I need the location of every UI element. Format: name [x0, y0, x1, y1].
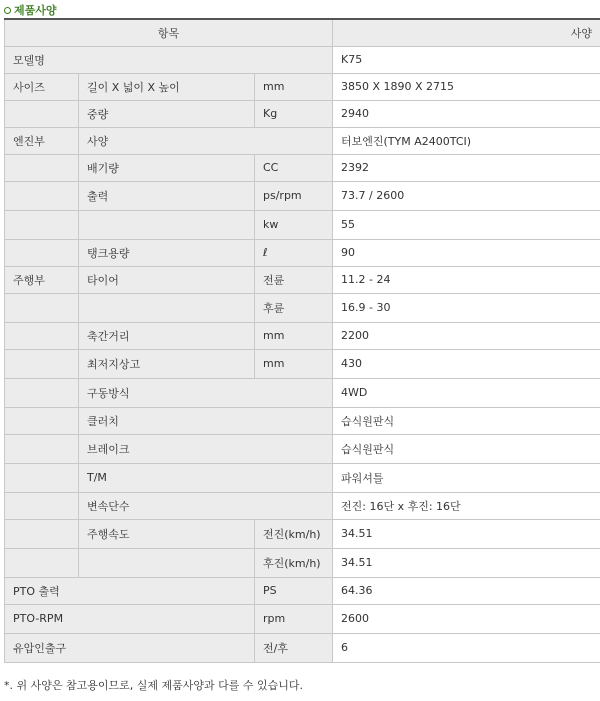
row-value: 34.51 [333, 548, 600, 577]
spec-table [4, 18, 600, 663]
group-label [5, 434, 79, 463]
item-label: T/M [79, 463, 333, 492]
table-row [5, 127, 600, 154]
unit-label: 후진(km/h) [255, 548, 333, 577]
table-row [5, 577, 600, 604]
row-label: 모델명 [5, 46, 333, 73]
row-value: 습식원판식 [333, 407, 600, 434]
group-label: PTO 출력 [5, 577, 255, 604]
group-label [5, 492, 79, 519]
group-label [5, 181, 79, 210]
header-item: 항목 [5, 19, 333, 46]
item-label: 출력 [79, 181, 255, 210]
bullet-icon [4, 7, 11, 14]
row-value: 2200 [333, 322, 600, 349]
item-label: 배기량 [79, 154, 255, 181]
table-row [5, 407, 600, 434]
table-row [5, 492, 600, 519]
group-label [5, 293, 79, 322]
unit-label: 전진(km/h) [255, 519, 333, 548]
item-label: 최저지상고 [79, 349, 255, 378]
row-value: 55 [333, 210, 600, 239]
table-row [5, 548, 600, 577]
group-label: 유압인출구 [5, 633, 255, 662]
group-label: 사이즈 [5, 73, 79, 100]
row-value: 2600 [333, 604, 600, 633]
item-label [79, 548, 255, 577]
item-label: 변속단수 [79, 492, 333, 519]
group-label: 주행부 [5, 266, 79, 293]
unit-label: rpm [255, 604, 333, 633]
group-label [5, 322, 79, 349]
table-row [5, 100, 600, 127]
group-label: PTO-RPM [5, 604, 255, 633]
row-value: 16.9 - 30 [333, 293, 600, 322]
row-value: 34.51 [333, 519, 600, 548]
group-label [5, 154, 79, 181]
unit-label: mm [255, 73, 333, 100]
unit-label: PS [255, 577, 333, 604]
group-label [5, 519, 79, 548]
row-value: 90 [333, 239, 600, 266]
item-label: 타이어 [79, 266, 255, 293]
unit-label: ℓ [255, 239, 333, 266]
group-label [5, 349, 79, 378]
table-row [5, 378, 600, 407]
item-label: 브레이크 [79, 434, 333, 463]
unit-label: mm [255, 322, 333, 349]
row-value: 2392 [333, 154, 600, 181]
table-row [5, 239, 600, 266]
table-row [5, 434, 600, 463]
disclaimer-note: *. 위 사양은 참고용이므로, 실제 제품사양과 다를 수 있습니다. [4, 679, 303, 692]
item-label: 주행속도 [79, 519, 255, 548]
group-label [5, 100, 79, 127]
unit-label: ps/rpm [255, 181, 333, 210]
table-header-row [5, 19, 600, 46]
table-row [5, 519, 600, 548]
item-label: 사양 [79, 127, 333, 154]
table-row [5, 154, 600, 181]
group-label [5, 548, 79, 577]
group-label [5, 378, 79, 407]
table-row [5, 181, 600, 210]
row-value: 3850 X 1890 X 2715 [333, 73, 600, 100]
row-value: 2940 [333, 100, 600, 127]
item-label: 클러치 [79, 407, 333, 434]
unit-label: 전륜 [255, 266, 333, 293]
item-label [79, 293, 255, 322]
item-label [79, 210, 255, 239]
row-value: 4WD [333, 378, 600, 407]
group-label [5, 210, 79, 239]
row-value: 파워셔틀 [333, 463, 600, 492]
row-value: 11.2 - 24 [333, 266, 600, 293]
table-row [5, 463, 600, 492]
table-row [5, 266, 600, 293]
section-title [4, 2, 57, 18]
row-value: 430 [333, 349, 600, 378]
table-row [5, 46, 600, 73]
table-row [5, 210, 600, 239]
group-label [5, 239, 79, 266]
unit-label: Kg [255, 100, 333, 127]
section-title-text: 제품사양 [14, 4, 57, 17]
row-value: 73.7 / 2600 [333, 181, 600, 210]
group-label: 엔진부 [5, 127, 79, 154]
item-label: 탱크용량 [79, 239, 255, 266]
unit-label: 전/후 [255, 633, 333, 662]
row-value: 6 [333, 633, 600, 662]
item-label: 축간거리 [79, 322, 255, 349]
group-label [5, 463, 79, 492]
item-label: 길이 X 넓이 X 높이 [79, 73, 255, 100]
table-row [5, 322, 600, 349]
row-value: 터보엔진(TYM A2400TCI) [333, 127, 600, 154]
table-row [5, 604, 600, 633]
item-label: 구동방식 [79, 378, 333, 407]
unit-label: kw [255, 210, 333, 239]
group-label [5, 407, 79, 434]
unit-label: CC [255, 154, 333, 181]
table-row [5, 293, 600, 322]
table-row [5, 349, 600, 378]
row-value: 습식원판식 [333, 434, 600, 463]
row-value: 전진: 16단 x 후진: 16단 [333, 492, 600, 519]
header-spec: 사양 [333, 19, 600, 46]
unit-label: mm [255, 349, 333, 378]
row-value: K75 [333, 46, 600, 73]
table-row [5, 633, 600, 662]
table-row [5, 73, 600, 100]
unit-label: 후륜 [255, 293, 333, 322]
item-label: 중량 [79, 100, 255, 127]
row-value: 64.36 [333, 577, 600, 604]
